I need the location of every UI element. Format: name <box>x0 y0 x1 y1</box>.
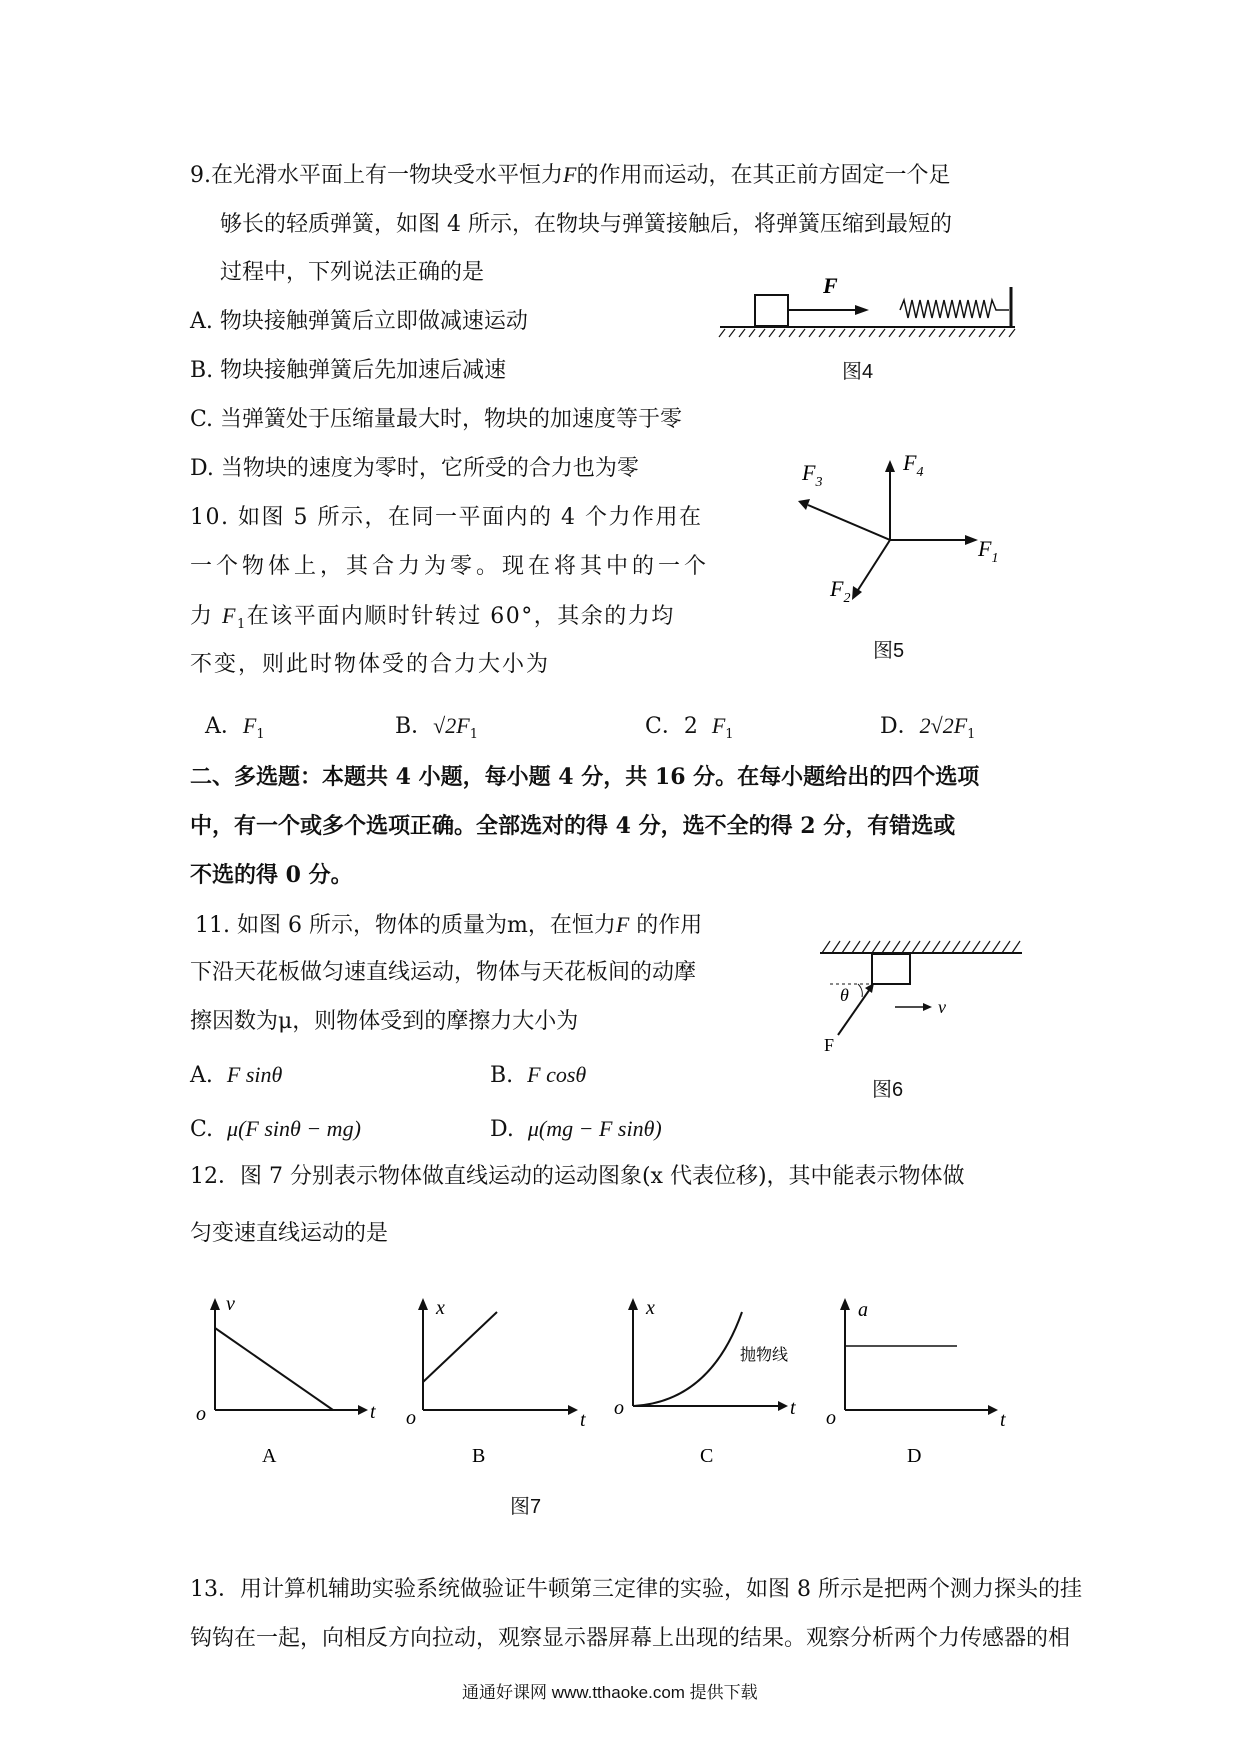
q11-option-c <box>190 1114 361 1145</box>
q10-opt-c-var: F <box>711 713 726 738</box>
graph-b-letter: B <box>472 1445 486 1467</box>
graph-a-line <box>215 1328 333 1410</box>
q10-line4: 不变，则此时物体受的合力大小为 <box>190 652 551 677</box>
section2-line2: 中，有一个或多个选项正确。全部选对的得 4 分，选不全的得 2 分，有错选或 <box>190 813 956 839</box>
label-f3: $F_3$ <box>802 460 823 490</box>
q10-sub-1: 1 <box>236 617 247 632</box>
graph-b-y-label: x <box>436 1297 445 1319</box>
q10-opt-a-sub: 1 <box>256 727 265 742</box>
q9-line1-b: 的作用而运动，在其正前方固定一个足 <box>576 163 951 188</box>
label-v: v <box>938 997 946 1017</box>
q9-var-F: F <box>563 162 577 187</box>
q11-option-d <box>490 1114 662 1145</box>
label-f1: $F_1$ <box>978 536 999 566</box>
q11-line1 <box>195 910 702 941</box>
q11-opt-c-expr: μ(F sinθ − mg) <box>227 1116 361 1141</box>
label-theta: θ <box>840 985 849 1005</box>
graph-a-letter: A <box>262 1445 277 1467</box>
q11-line2: 下沿天花板做匀速直线运动，物体与天花板间的动摩 <box>190 960 697 985</box>
q11-option-a <box>190 1060 282 1091</box>
q10-option-c <box>645 711 734 750</box>
q9-line1 <box>190 160 950 191</box>
q11-opt-c-label: C. <box>190 1117 214 1142</box>
label-f4: $F_4$ <box>903 450 924 480</box>
q10-line3 <box>190 601 675 640</box>
q11-line1-a: 11. 如图 6 所示，物体的质量为m，在恒力 <box>195 913 616 938</box>
q10-line3-b: 在该平面内顺时针转过 60°，其余的力均 <box>246 604 675 629</box>
q10-opt-b-sub: 1 <box>469 727 478 742</box>
label-f2: $F_2$ <box>830 576 851 606</box>
block <box>755 295 788 326</box>
q11-opt-a-label: A. <box>190 1063 213 1088</box>
graph-a-y-label: v <box>226 1293 235 1315</box>
q9-option-a: A. 物块接触弹簧后立即做减速运动 <box>190 309 528 334</box>
q11-var-F: F <box>615 912 630 937</box>
q10-opt-d-label: D． <box>880 714 920 739</box>
graph-c <box>614 1297 796 1467</box>
graph-b-line <box>423 1312 497 1382</box>
figure-5-forces <box>790 450 1010 625</box>
q9-line3: 过程中，下列说法正确的是 <box>220 260 485 285</box>
figure-4-spring-block <box>715 265 1025 345</box>
graph-c-parabola <box>633 1312 742 1406</box>
q10-opt-b-expr: √2F <box>433 713 470 738</box>
q11-opt-a-expr: F sinθ <box>226 1062 283 1087</box>
footer-text: 通通好课网 www.tthaoke.com 提供下载 <box>462 1683 758 1702</box>
figure-7-graphs <box>190 1290 1040 1470</box>
figure-6-caption: 图6 <box>872 1079 904 1101</box>
label-F: F <box>824 1035 835 1055</box>
graph-d <box>826 1298 1006 1467</box>
graph-a-origin: o <box>196 1403 206 1425</box>
q13-line2: 钩钩在一起，向相反方向拉动，观察显示器屏幕上出现的结果。观察分析两个力传感器的相 <box>190 1626 1071 1651</box>
graph-c-origin: o <box>614 1397 624 1419</box>
graph-a-x-label: t <box>370 1401 376 1423</box>
q10-option-b <box>395 711 478 750</box>
q10-opt-d-expr: 2√2F <box>919 713 968 738</box>
section2-line1: 二、多选题：本题共 4 小题，每小题 4 分，共 16 分。在每小题给出的四个选项 <box>190 764 980 790</box>
q11-opt-d-expr: μ(mg − F sinθ) <box>527 1116 662 1141</box>
graph-c-letter: C <box>700 1445 714 1467</box>
graph-d-x-label: t <box>1000 1409 1006 1431</box>
graph-d-origin: o <box>826 1407 836 1429</box>
q9-option-c: C. 当弹簧处于压缩量最大时，物块的加速度等于零 <box>190 407 683 432</box>
q10-opt-a-label: A． <box>205 714 243 739</box>
q11-opt-d-label: D. <box>490 1117 514 1142</box>
q11-line3: 擦因数为μ，则物体受到的摩擦力大小为 <box>190 1009 579 1034</box>
graph-b-origin: o <box>406 1407 416 1429</box>
graph-d-y-label: a <box>858 1299 868 1321</box>
graph-c-x-label: t <box>790 1397 796 1419</box>
q9-line2: 够长的轻质弹簧，如图 4 所示，在物块与弹簧接触后，将弹簧压缩到最短的 <box>220 212 952 237</box>
q10-line3-a: 力 <box>190 604 214 629</box>
q10-option-a <box>205 711 265 750</box>
q11-opt-b-label: B. <box>490 1063 514 1088</box>
graph-b <box>406 1297 586 1467</box>
q10-opt-c-sub: 1 <box>725 727 734 742</box>
graph-c-curve-label: 抛物线 <box>740 1345 789 1364</box>
force-f2-arrow <box>858 540 890 590</box>
block <box>872 954 910 984</box>
force-f3-arrow <box>808 505 890 540</box>
q9-line1-a: 9.在光滑水平面上有一物块受水平恒力 <box>190 163 563 188</box>
graph-c-y-label: x <box>646 1297 655 1319</box>
q11-line1-b: 的作用 <box>636 913 703 938</box>
fig4-label-F: F <box>823 273 838 298</box>
q10-option-d <box>880 711 975 750</box>
q9-option-b: B. 物块接触弹簧后先加速后减速 <box>190 358 507 383</box>
q13-line1: 13．用计算机辅助实验系统做验证牛顿第三定律的实验，如图 8 所示是把两个测力探头的挂 <box>190 1577 1082 1602</box>
q11-opt-b-expr: F cosθ <box>527 1062 587 1087</box>
q12-line1: 12．图 7 分别表示物体做直线运动的运动图象(x 代表位移)，其中能表示物体做 <box>190 1164 965 1189</box>
q10-opt-a-var: F <box>242 713 257 738</box>
graph-b-x-label: t <box>580 1409 586 1431</box>
section2-line3: 不选的得 0 分。 <box>190 862 353 888</box>
graph-d-letter: D <box>907 1445 922 1467</box>
q10-opt-c-label: C．2 <box>645 714 698 739</box>
q12-line2: 匀变速直线运动的是 <box>190 1221 389 1246</box>
q10-opt-b-label: B． <box>395 714 434 739</box>
spring <box>900 300 1009 318</box>
q10-line2: 一个物体上，其合力为零。现在将其中的一个 <box>190 554 711 579</box>
q10-var-F1: F <box>222 603 237 628</box>
q9-option-d: D. 当物块的速度为零时，它所受的合力也为零 <box>190 456 639 481</box>
figure-7-caption: 图7 <box>510 1496 542 1518</box>
q10-line1: 10. 如图 5 所示，在同一平面内的 4 个力作用在 <box>190 505 703 530</box>
q11-option-b <box>490 1060 586 1091</box>
q10-opt-d-sub: 1 <box>967 727 976 742</box>
figure-5-caption: 图5 <box>873 640 905 662</box>
graph-a <box>196 1293 376 1467</box>
figure-6-ceiling-block <box>810 935 1030 1055</box>
figure-4-caption: 图4 <box>842 361 874 383</box>
